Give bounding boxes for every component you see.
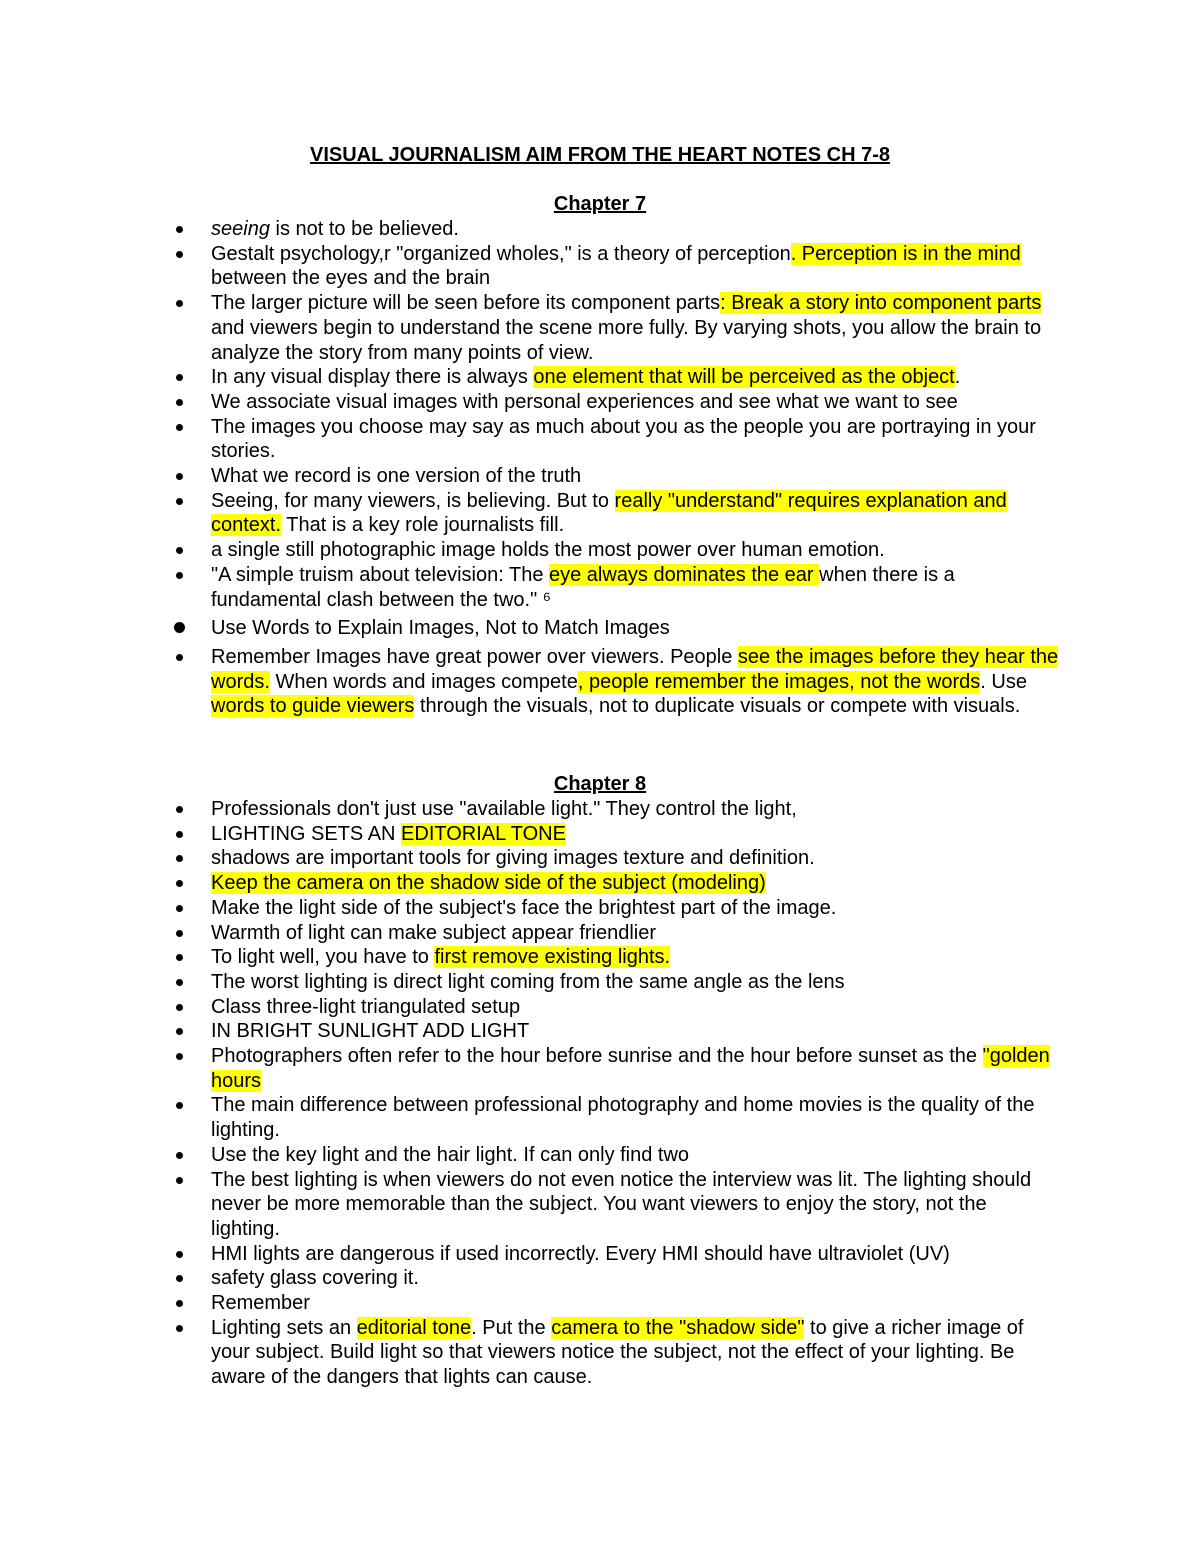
- note-text: Make the light side of the subject's face the brightest part of the image.: [211, 896, 837, 919]
- highlighted-text: first remove existing lights.: [434, 946, 671, 969]
- note-text: LIGHTING SETS AN: [211, 822, 402, 845]
- bullet-icon: [176, 251, 183, 258]
- list-item: [0, 645, 1061, 719]
- bullet-icon: [176, 374, 183, 381]
- note-text: The main difference between professional photography and home movies is the quality of the lighting.: [211, 1094, 1035, 1142]
- note-text: seeing: [211, 218, 270, 240]
- bullet-icon: [176, 226, 183, 233]
- bullet-icon: [176, 880, 183, 887]
- list-item: [0, 995, 1061, 1020]
- note-text: The images you choose may say as much about you as the people you are portraying in your stories.: [211, 415, 1036, 463]
- list-item: [0, 563, 1061, 612]
- list-item: [0, 1266, 1061, 1291]
- list-item: [0, 1291, 1061, 1316]
- bullet-icon: [176, 572, 183, 579]
- bullet-icon: [176, 1300, 183, 1307]
- highlighted-text: see the images before they hear the words.: [211, 645, 1059, 693]
- bullet-icon: [176, 954, 183, 961]
- list-item: [0, 945, 1061, 970]
- bullet-icon: [176, 547, 183, 554]
- bullet-icon: [174, 622, 185, 633]
- note-text: Seeing, for many viewers, is believing. But to: [211, 489, 615, 512]
- note-text: when there is a fundamental clash between the two." ⁶: [211, 563, 955, 611]
- note-text: In any visual display there is always: [211, 366, 534, 389]
- note-text: Photographers often refer to the hour before sunrise and the hour before sunset as the: [211, 1045, 983, 1068]
- list-item: [0, 217, 1061, 242]
- bullet-icon: [176, 498, 183, 505]
- note-text: . Use: [980, 670, 1027, 693]
- highlighted-text: words to guide viewers: [211, 695, 415, 718]
- list-item: [0, 896, 1061, 921]
- bullet-icon: [176, 1251, 183, 1258]
- note-text: IN BRIGHT SUNLIGHT ADD LIGHT: [211, 1020, 530, 1043]
- note-text: We associate visual images with personal experiences and see what we want to see: [211, 390, 958, 413]
- highlighted-text: eye always dominates the ear: [549, 563, 820, 586]
- document-title: VISUAL JOURNALISM AIM FROM THE HEART NOTES CH 7-8: [309, 144, 891, 166]
- list-item: [0, 616, 1061, 641]
- list-item: [0, 489, 1061, 538]
- highlighted-text: , people remember the images, not the words: [577, 670, 981, 693]
- note-text: What we record is one version of the truth: [211, 465, 582, 488]
- highlighted-text: really "understand" requires explanation and context.: [211, 489, 1007, 537]
- note-text: Remember Images have great power over viewers. People: [211, 645, 738, 668]
- bullet-icon: [176, 831, 183, 838]
- list-item: [0, 1044, 1061, 1093]
- note-text: The best lighting is when viewers do not even notice the interview was lit. The lighting should never be more memorable than the subject. You want viewers to enjoy the story, not the lighting.: [211, 1168, 1032, 1240]
- list-item: [0, 1019, 1061, 1044]
- highlighted-text: "golden hours: [211, 1045, 1050, 1092]
- note-text: a single still photographic image holds the most power over human emotion.: [211, 539, 885, 562]
- list-item: [0, 464, 1061, 489]
- highlighted-text: camera to the "shadow side": [551, 1316, 805, 1339]
- note-text: Professionals don't just use "available light." They control the light,: [211, 798, 797, 820]
- list-item: [0, 846, 1061, 871]
- highlighted-text: one element that will be perceived as the object: [533, 366, 955, 389]
- note-text: Use Words to Explain Images, Not to Match Images: [211, 617, 670, 640]
- bullet-icon: [176, 399, 183, 406]
- bullet-icon: [176, 1177, 183, 1184]
- bullet-icon: [176, 979, 183, 986]
- note-text: shadows are important tools for giving images texture and definition.: [211, 847, 815, 870]
- list-item: [0, 1093, 1061, 1142]
- bullet-icon: [176, 1102, 183, 1109]
- chapter-7-notes-list: [0, 217, 1200, 719]
- note-text: to give a richer image of your subject. Build light so that viewers notice the subject, not the effect of your lighting. Be aware of the dangers that lights can cause.: [211, 1316, 1024, 1389]
- list-item: [0, 797, 1061, 822]
- list-item: [0, 538, 1061, 563]
- chapter-8-notes-list: [0, 797, 1200, 1390]
- note-text: "A simple truism about television: The: [211, 563, 549, 586]
- bullet-icon: [176, 654, 183, 661]
- note-text: HMI lights are dangerous if used incorrectly. Every HMI should have ultraviolet (UV): [211, 1242, 950, 1265]
- highlighted-text: EDITORIAL TONE: [401, 822, 566, 845]
- list-item: [0, 921, 1061, 946]
- list-item: [0, 390, 1061, 415]
- note-text: Lighting sets an: [211, 1316, 357, 1339]
- note-text: .: [954, 366, 961, 389]
- bullet-icon: [176, 1325, 183, 1332]
- note-text: Gestalt psychology,r "organized wholes," is a theory of perception: [211, 242, 791, 265]
- note-text: Remember: [211, 1292, 310, 1315]
- note-text: That is a key role journalists fill.: [281, 514, 565, 537]
- note-text: The larger picture will be seen before its component parts: [211, 292, 721, 315]
- highlighted-text: editorial tone: [356, 1316, 472, 1339]
- list-item: [0, 365, 1061, 390]
- bullet-icon: [176, 300, 183, 307]
- bullet-icon: [176, 905, 183, 912]
- note-text: . Put the: [471, 1316, 552, 1339]
- bullet-icon: [176, 473, 183, 480]
- note-text: Use the key light and the hair light. If can only find two: [211, 1143, 690, 1166]
- chapter-8-heading: Chapter 8: [553, 773, 647, 795]
- list-item: [0, 415, 1061, 464]
- chapter-7-heading: Chapter 7: [553, 193, 647, 215]
- bullet-icon: [176, 1152, 183, 1159]
- bullet-icon: [176, 424, 183, 431]
- highlighted-text: Keep the camera on the shadow side of the subject (modeling): [211, 872, 766, 895]
- note-text: through the visuals, not to duplicate visuals or compete with visuals.: [414, 695, 1021, 718]
- note-text: To light well, you have to: [211, 946, 435, 969]
- note-text: Warmth of light can make subject appear friendlier: [211, 921, 657, 944]
- list-item: [0, 291, 1061, 365]
- list-item: [0, 1242, 1061, 1267]
- list-item: [0, 871, 1061, 896]
- note-text: The worst lighting is direct light coming from the same angle as the lens: [211, 970, 845, 993]
- list-item: [0, 1168, 1061, 1242]
- list-item: [0, 970, 1061, 995]
- note-text: between the eyes and the brain: [211, 267, 491, 290]
- note-text: Class three-light triangulated setup: [211, 995, 521, 1018]
- note-text: is not to be believed.: [269, 218, 459, 240]
- note-text: When words and images compete: [269, 670, 578, 693]
- list-item: [0, 822, 1061, 847]
- list-item: [0, 242, 1061, 291]
- note-text: and viewers begin to understand the scene more fully. By varying shots, you allow the brain to analyze the story from many points of view.: [211, 316, 1042, 364]
- note-text: safety glass covering it.: [211, 1267, 419, 1290]
- highlighted-text: . Perception is in the mind: [790, 242, 1021, 265]
- bullet-icon: [176, 1053, 183, 1060]
- highlighted-text: : Break a story into component parts: [720, 292, 1042, 315]
- list-item: [0, 1143, 1061, 1168]
- bullet-icon: [176, 855, 183, 862]
- bullet-icon: [176, 930, 183, 937]
- bullet-icon: [176, 1028, 183, 1035]
- bullet-icon: [176, 1275, 183, 1282]
- bullet-icon: [176, 1004, 183, 1011]
- bullet-icon: [176, 806, 183, 813]
- list-item: [0, 1316, 1061, 1390]
